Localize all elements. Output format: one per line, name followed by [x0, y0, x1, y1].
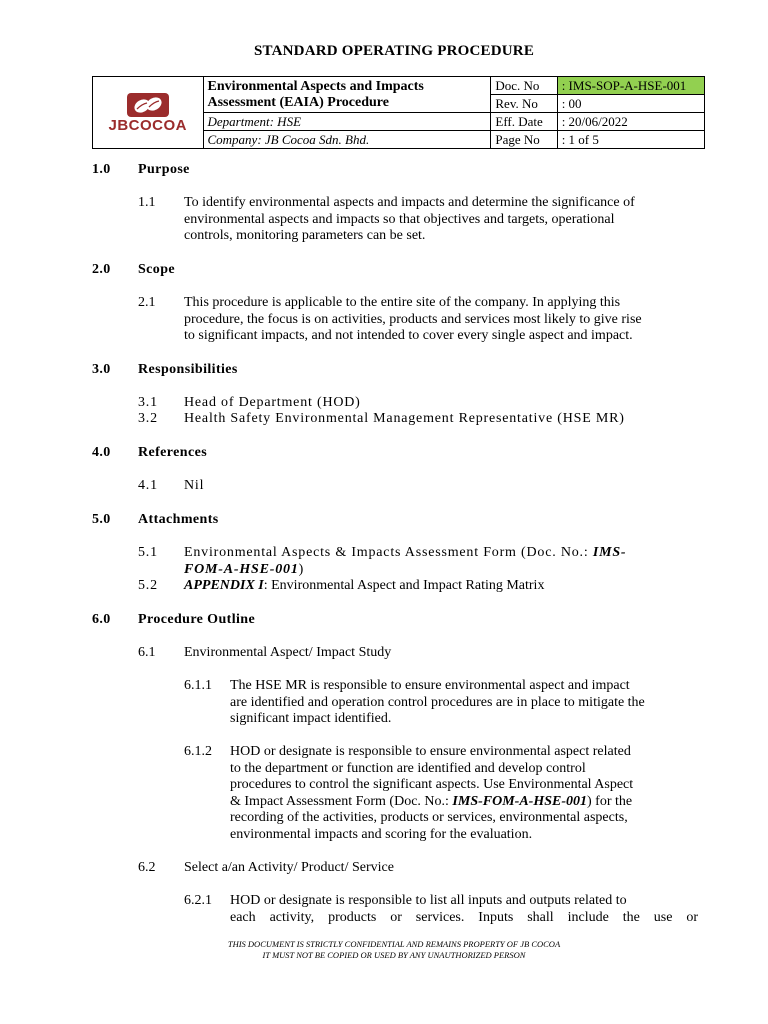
item-3-1-text: Head of Department (HOD) [184, 395, 361, 410]
page-no-label: Page No [491, 131, 557, 149]
section-3-title: Responsibilities [138, 362, 238, 377]
item-5-1-number: 5.1 [138, 545, 158, 560]
section-6-title: Procedure Outline [138, 612, 256, 627]
item-6-1-1-text: The HSE MR is responsible to ensure environmental aspect and impact are identified and operation control procedures are in place to mitigate the significant impact identified. [230, 678, 645, 726]
cocoa-bean-icon [126, 92, 170, 118]
item-5-1-text: Environmental Aspects & Impacts Assessment Form (Doc. No.: IMS- FOM-A-HSE-001) [184, 545, 627, 577]
item-6-1-2-text: HOD or designate is responsible to ensure environmental aspect related to the department or function are identified and develop control procedures to control the significant aspects. Use Environmental Aspect & Impact Assessment Form (Doc. No.: IMS-FOM-A-HSE-001) for the recording of the activities, products or services, environmental aspects, environmental impacts and scoring for the evaluation. [230, 744, 634, 842]
section-4-number: 4.0 [92, 445, 111, 460]
item-6-2-1-text: HOD or designate is responsible to list all inputs and outputs related to each activity, products or services. Inputs shall include the use or [230, 893, 698, 925]
rev-no-label: Rev. No [491, 95, 557, 113]
section-6-number: 6.0 [92, 612, 111, 627]
item-3-2-text: Health Safety Environmental Management Representative (HSE MR) [184, 411, 625, 426]
item-4-1-text: Nil [184, 478, 205, 493]
confidentiality-footer: THIS DOCUMENT IS STRICTLY CONFIDENTIAL AND REMAINS PROPERTY OF JB COCOA IT MUST NOT BE COPIED OR USED BY ANY UNAUTHORIZED PERSON [227, 939, 561, 960]
item-6-2-number: 6.2 [138, 860, 156, 875]
item-6-1-text: Environmental Aspect/ Impact Study [184, 645, 392, 660]
section-5-title: Attachments [138, 512, 219, 527]
item-5-2-text: APPENDIX I: Environmental Aspect and Impact Rating Matrix [184, 578, 545, 593]
item-6-1-1-number: 6.1.1 [184, 678, 212, 693]
document-title: Environmental Aspects and Impacts Assessment (EAIA) Procedure [203, 77, 491, 113]
section-2-title: Scope [138, 262, 175, 277]
logo-wordmark: JBCOCOA [108, 116, 188, 134]
item-6-1-2-number: 6.1.2 [184, 744, 212, 759]
item-5-2-number: 5.2 [138, 578, 158, 593]
department: Department: HSE [203, 113, 491, 131]
item-3-2-number: 3.2 [138, 411, 158, 426]
item-6-1-number: 6.1 [138, 645, 156, 660]
item-2-1-text: This procedure is applicable to the entire site of the company. In applying this procedure, the focus is on activities, products and services most likely to give rise to significant impacts, and not intended to cover every single aspect and impact. [184, 295, 642, 343]
document-header-table [92, 76, 705, 149]
page-title: STANDARD OPERATING PROCEDURE [253, 43, 535, 59]
item-6-2-text: Select a/an Activity/ Product/ Service [184, 860, 394, 875]
doc-no-value: : IMS-SOP-A-HSE-001 [557, 77, 704, 95]
section-4-title: References [138, 445, 208, 460]
eff-date-value: : 20/06/2022 [557, 113, 704, 131]
company: Company: JB Cocoa Sdn. Bhd. [203, 131, 491, 149]
item-1-1-number: 1.1 [138, 195, 156, 210]
item-6-2-1-number: 6.2.1 [184, 893, 212, 908]
section-2-number: 2.0 [92, 262, 111, 277]
item-3-1-number: 3.1 [138, 395, 158, 410]
section-1-title: Purpose [138, 162, 190, 177]
item-1-1-text: To identify environmental aspects and impacts and determine the significance of environmental aspects and impacts so that objectives and targets, operational controls, monitoring parameters can be set. [184, 195, 635, 243]
section-5-number: 5.0 [92, 512, 111, 527]
item-2-1-number: 2.1 [138, 295, 156, 310]
eff-date-label: Eff. Date [491, 113, 557, 131]
section-1-number: 1.0 [92, 162, 111, 177]
section-3-number: 3.0 [92, 362, 111, 377]
logo-cell [93, 77, 204, 149]
company-logo [108, 92, 187, 134]
item-4-1-number: 4.1 [138, 478, 158, 493]
doc-no-label: Doc. No [491, 77, 557, 95]
rev-no-value: : 00 [557, 95, 704, 113]
page-no-value: : 1 of 5 [557, 131, 704, 149]
